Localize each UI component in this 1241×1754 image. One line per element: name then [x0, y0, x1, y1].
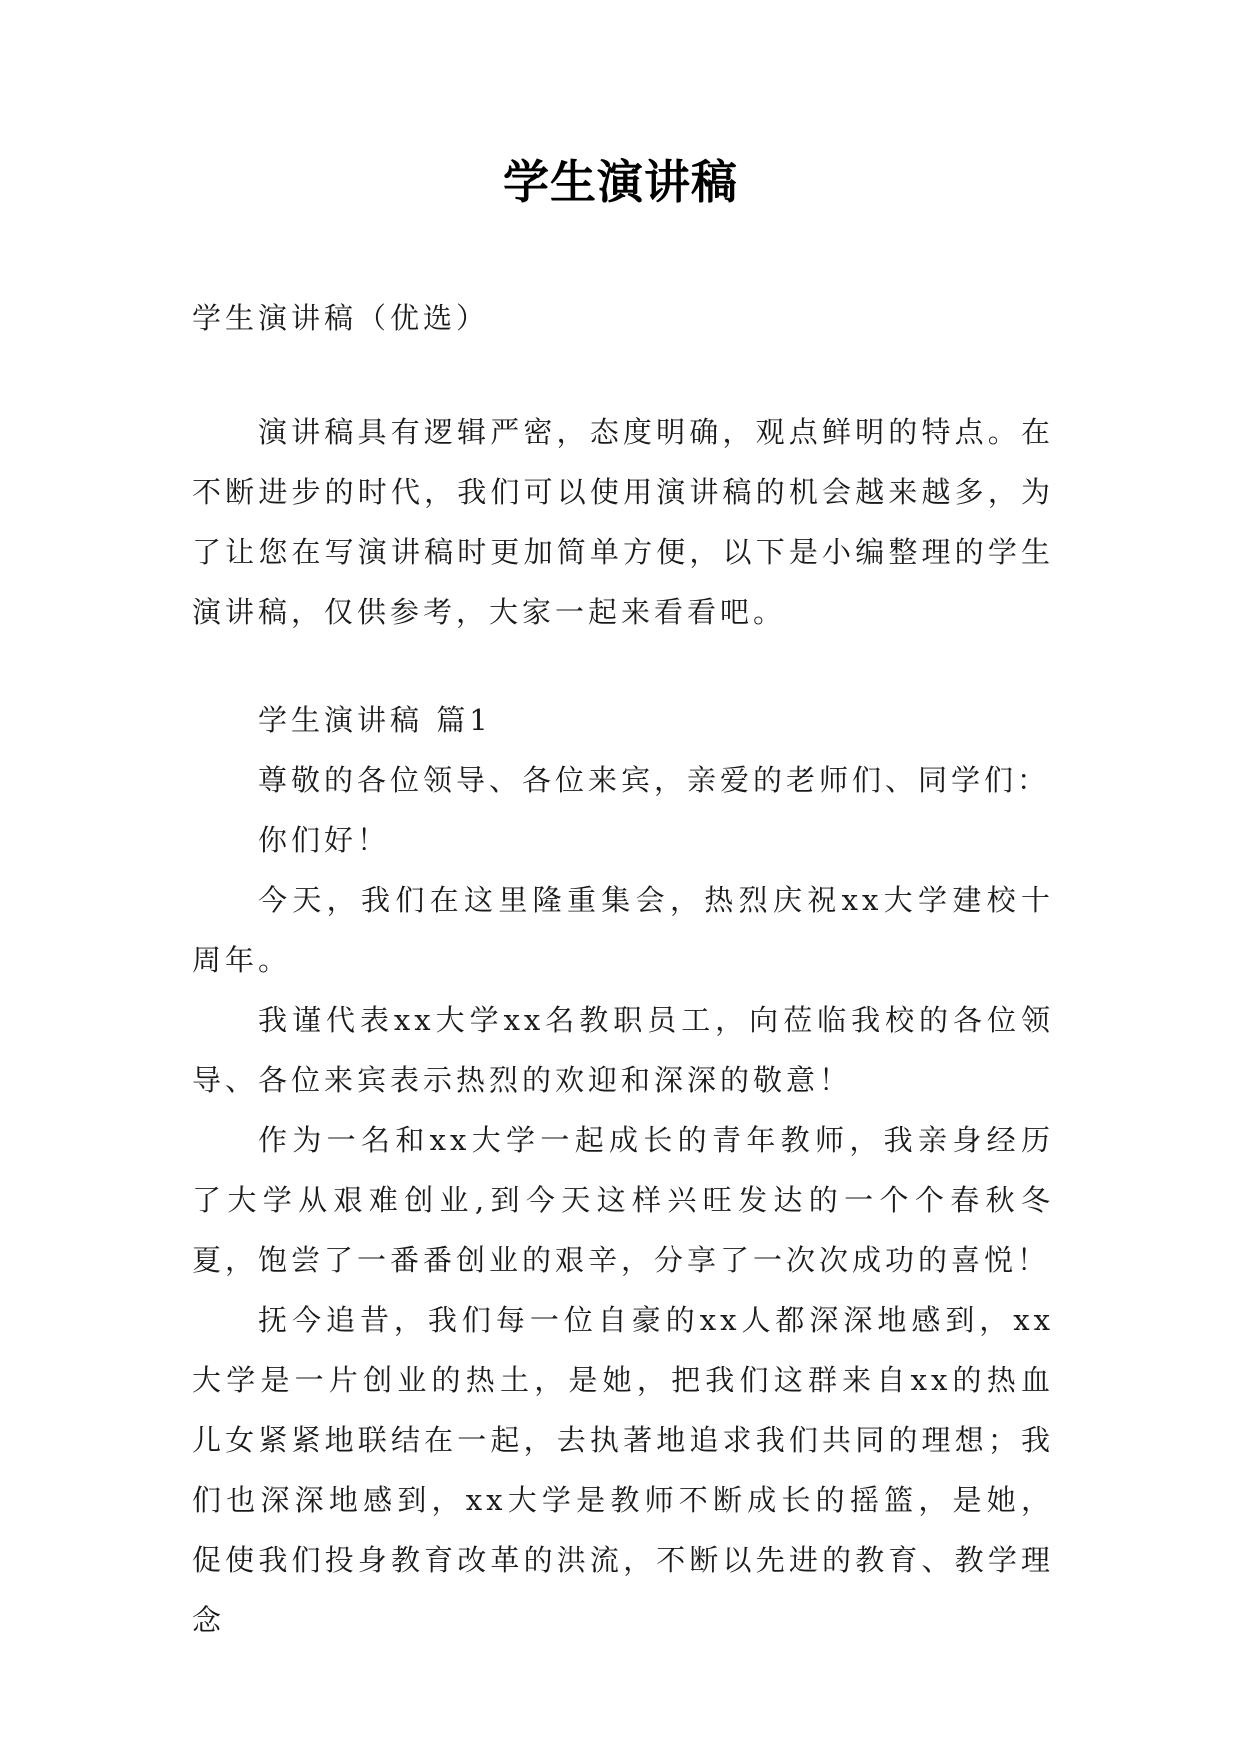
body-paragraph: 抚今追昔，我们每一位自豪的xx人都深深地感到，xx大学是一片创业的热土，是她，把我们这群来自xx的热血儿女紧紧地联结在一起，去执著地追求我们共同的理想；我们也深深地感到，xx大学是教师不断成长的摇篮，是她，促使我们投身教育改革的洪流，不断以先进的教育、教学理念 — [192, 1303, 1054, 1637]
document-title: 学生演讲稿 — [503, 155, 738, 209]
document-subtitle: 学生演讲稿（优选） — [192, 301, 490, 335]
intro-paragraph: 演讲稿具有逻辑严密，态度明确，观点鲜明的特点。在不断进步的时代，我们可以使用演讲稿的机会越来越多，为了让您在写演讲稿时更加简单方便，以下是小编整理的学生演讲稿，仅供参考，大家一起来看看吧。 — [192, 415, 1054, 629]
body-paragraph: 今天，我们在这里隆重集会，热烈庆祝xx大学建校十周年。 — [192, 883, 1054, 977]
body-paragraph: 作为一名和xx大学一起成长的青年教师，我亲身经历了大学从艰难创业,到今天这样兴旺发达的一个个春秋冬夏，饱尝了一番番创业的艰辛，分享了一次次成功的喜悦！ — [192, 1123, 1054, 1277]
speech-section — [192, 690, 1054, 1650]
greeting-paragraph: 尊敬的各位领导、各位来宾，亲爱的老师们、同学们： — [258, 763, 1051, 797]
section-heading: 学生演讲稿 篇1 — [258, 703, 492, 737]
body-paragraph: 我谨代表xx大学xx名教职员工，向莅临我校的各位领导、各位来宾表示热烈的欢迎和深深的敬意！ — [192, 1003, 1054, 1097]
hello-paragraph: 你们好！ — [258, 823, 391, 857]
intro-section — [192, 402, 1054, 642]
